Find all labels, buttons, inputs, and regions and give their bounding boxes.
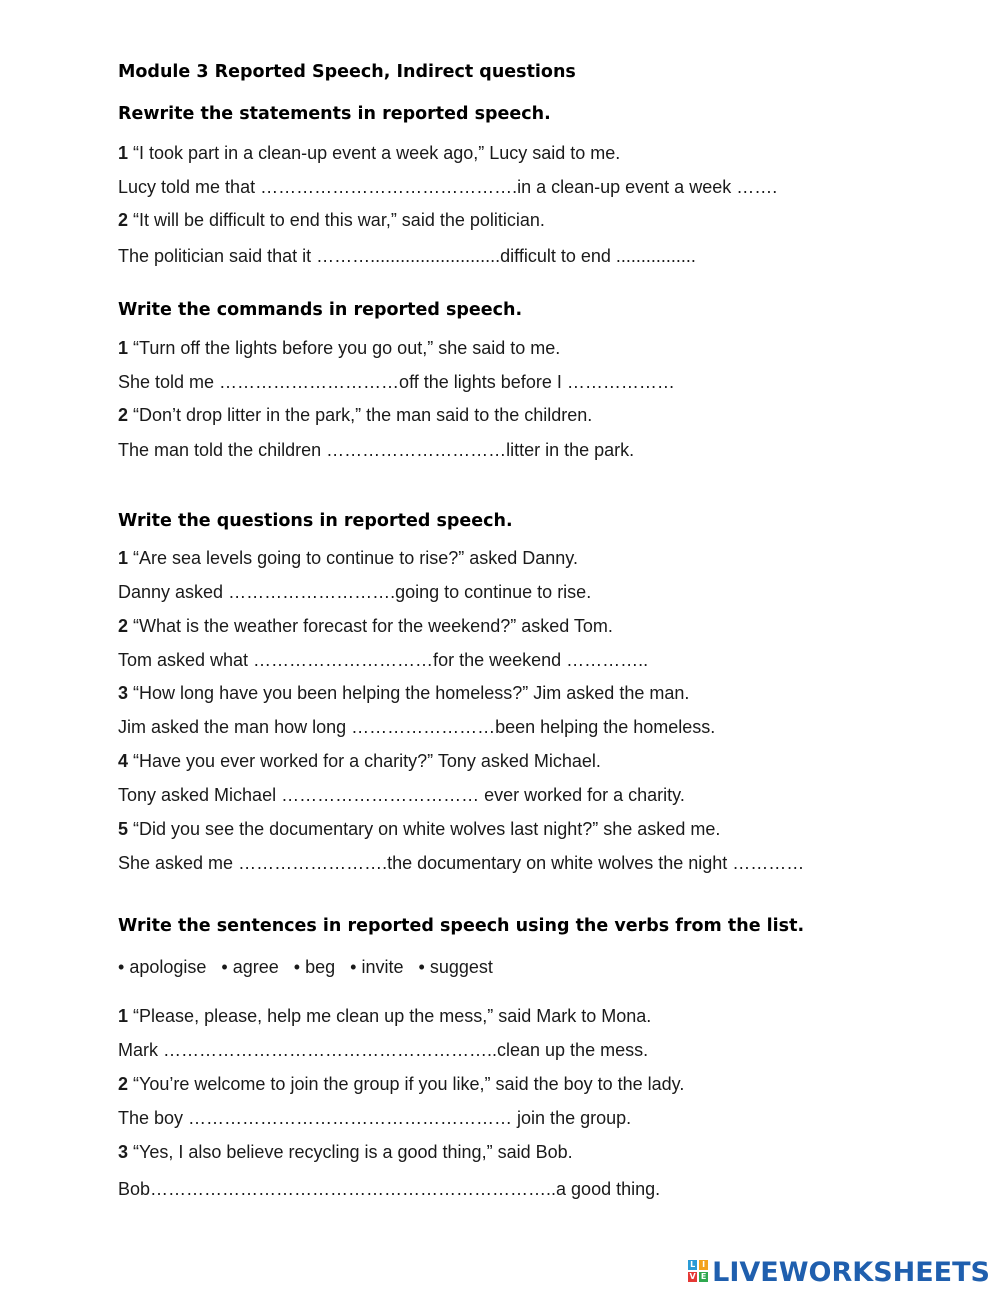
question-number: 2 (118, 616, 129, 636)
worksheet-title: Module 3 Reported Speech, Indirect questions (118, 62, 576, 82)
question-text: “Have you ever worked for a charity?” Tony asked Michael. (133, 751, 601, 771)
question-text: “Did you see the documentary on white wolves last night?” she asked me. (133, 819, 721, 839)
question-text: “How long have you been helping the homeless?” Jim asked the man. (133, 683, 690, 703)
verb-option: suggest (429, 957, 493, 977)
question-text: “Don’t drop litter in the park,” the man said to the children. (133, 405, 593, 425)
bullet-icon: • (418, 957, 425, 977)
answer-line: Danny asked ……………………….going to continue to rise. (118, 582, 592, 602)
question-number: 5 (118, 819, 129, 839)
question-line (118, 404, 592, 426)
section-heading-questions: Write the questions in reported speech. (118, 511, 513, 531)
answer-line: Bob…………………………………………………………..a good thing. (118, 1179, 661, 1199)
question-number: 3 (118, 683, 129, 703)
question-line (118, 615, 613, 637)
bullet-icon: • (350, 957, 357, 977)
question-line (118, 337, 560, 359)
verb-list (118, 956, 503, 978)
question-text: “What is the weather forecast for the weekend?” asked Tom. (133, 616, 613, 636)
section-heading-statements: Rewrite the statements in reported speech. (118, 104, 551, 124)
question-number: 1 (118, 1006, 129, 1026)
bullet-icon: • (221, 957, 228, 977)
liveworksheets-logo-icon: L I V E (689, 1260, 707, 1281)
liveworksheets-logo (688, 1257, 990, 1287)
answer-line: Jim asked the man how long ……………………been helping the homeless. (118, 717, 716, 737)
question-text: “You’re welcome to join the group if you like,” said the boy to the lady. (133, 1074, 685, 1094)
answer-line: The man told the children …………………………litter in the park. (118, 440, 635, 460)
question-line (118, 547, 578, 569)
verb-option: agree (232, 957, 279, 977)
question-line (118, 209, 545, 231)
question-number: 2 (118, 405, 129, 425)
answer-line: Tom asked what …………………………for the weekend ………….. (118, 650, 649, 670)
answer-line: She asked me …………………….the documentary on white wolves the night ………… (118, 853, 805, 873)
question-text: “Please, please, help me clean up the mess,” said Mark to Mona. (133, 1006, 652, 1026)
question-number: 3 (118, 1142, 129, 1162)
section-heading-verbs: Write the sentences in reported speech using the verbs from the list. (118, 916, 805, 936)
answer-line: Lucy told me that …………………………………….in a clean-up event a week ……. (118, 177, 778, 197)
answer-line: She told me …………………………off the lights before I ……………… (118, 372, 675, 392)
bullet-icon: • (293, 957, 301, 977)
question-text: “Turn off the lights before you go out,” she said to me. (133, 338, 561, 358)
question-number: 4 (118, 751, 129, 771)
bullet-icon: • (118, 957, 125, 977)
question-number: 1 (118, 548, 129, 568)
liveworksheets-logo-text: LIVEWORKSHEETS (712, 1256, 990, 1288)
question-line (118, 142, 620, 164)
answer-line: The politician said that it ………..........................difficult to end ................ (118, 246, 696, 266)
question-text: “It will be difficult to end this war,” said the politician. (133, 210, 545, 230)
verb-option: invite (361, 957, 404, 977)
question-line (118, 750, 601, 772)
question-text: “Yes, I also believe recycling is a good thing,” said Bob. (133, 1142, 573, 1162)
section-heading-commands: Write the commands in reported speech. (118, 300, 523, 320)
question-text: “I took part in a clean-up event a week ago,” Lucy said to me. (133, 143, 621, 163)
question-line (118, 1141, 573, 1163)
answer-line: The boy ……………………………………………… join the group. (118, 1108, 632, 1128)
question-text: “Are sea levels going to continue to rise?” asked Danny. (133, 548, 578, 568)
question-number: 1 (118, 143, 129, 163)
question-line (118, 1073, 684, 1095)
question-number: 2 (118, 210, 129, 230)
question-line (118, 1005, 651, 1027)
question-line (118, 818, 720, 840)
question-number: 1 (118, 338, 129, 358)
verb-option: apologise (129, 957, 207, 977)
answer-line: Mark ………………………………………………..clean up the mess. (118, 1040, 649, 1060)
question-number: 2 (118, 1074, 129, 1094)
verb-option: beg (305, 957, 336, 977)
question-line (118, 682, 689, 704)
answer-line: Tony asked Michael …………………………… ever worked for a charity. (118, 785, 685, 805)
